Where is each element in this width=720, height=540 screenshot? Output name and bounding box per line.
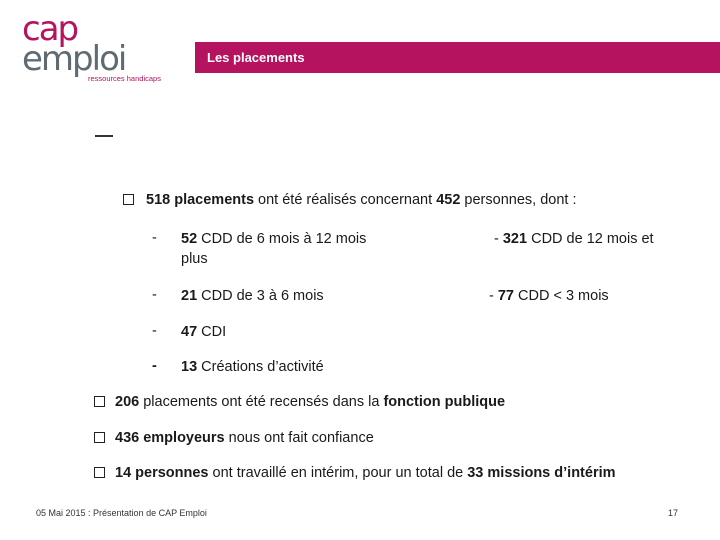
item-text: CDD de 6 mois à 12 mois [197, 231, 367, 247]
bullet-bold-1: 436 employeurs [115, 430, 225, 446]
item-text: CDD de 3 à 6 mois [197, 288, 324, 304]
item-text: CDD < 3 mois [514, 288, 609, 304]
footer-date-caption: 05 Mai 2015 : Présentation de CAP Emploi [36, 508, 207, 518]
item-count: 47 [181, 324, 198, 340]
list-dash: - [152, 358, 157, 374]
list-item-right [494, 230, 654, 248]
checkbox-bullet-icon [94, 432, 105, 443]
list-dash: - [152, 287, 157, 303]
item-count: 52 [181, 231, 198, 247]
bullet-line [115, 393, 505, 411]
page-number: 17 [668, 508, 679, 518]
bullet-text-1: placements ont été recensés dans la [139, 394, 384, 410]
bullet-line [115, 429, 374, 447]
bullet-bold-1: 206 [115, 394, 140, 410]
header-band [195, 42, 720, 73]
intro-bold-2: 452 [436, 192, 461, 208]
bullet-bold-2: 33 missions d’intérim [467, 465, 616, 481]
list-item [181, 230, 366, 248]
title-underline [95, 135, 113, 137]
list-item [181, 323, 226, 341]
item-prefix: - [494, 231, 503, 247]
item-text: Créations d’activité [197, 359, 324, 375]
checkbox-bullet-icon [94, 396, 105, 407]
intro-bold-1: 518 placements [146, 192, 255, 208]
checkbox-bullet-icon [123, 194, 134, 205]
item-prefix: - [489, 288, 498, 304]
bullet-text-1: nous ont fait confiance [224, 430, 374, 446]
intro-text-2: personnes, dont : [460, 192, 577, 208]
slide-title: Les placements [207, 50, 305, 65]
list-item [181, 287, 324, 305]
list-item [181, 358, 324, 376]
bullet-line [115, 464, 616, 482]
intro-text-1: ont été réalisés concernant [254, 192, 437, 208]
bullet-bold-2: fonction publique [383, 394, 506, 410]
item-text: CDD de 12 mois et [527, 231, 654, 247]
cap-emploi-logo [22, 9, 182, 84]
item-count: 77 [497, 288, 514, 304]
list-item-right [489, 287, 609, 305]
bullet-bold-1: 14 personnes [115, 465, 209, 481]
logo-tagline: ressources handicaps [88, 74, 161, 83]
bullet-text-1: ont travaillé en intérim, pour un total de [208, 465, 468, 481]
item-count: 321 [502, 231, 528, 247]
intro-line [146, 191, 576, 209]
list-item-continued [181, 250, 208, 268]
list-dash: - [152, 230, 157, 246]
checkbox-bullet-icon [94, 467, 105, 478]
logo-emploi-text: emploi [22, 39, 126, 79]
item-count: 13 [181, 359, 198, 375]
item-text-continued: plus [181, 251, 208, 267]
item-text: CDI [197, 324, 227, 340]
item-count: 21 [181, 288, 198, 304]
list-dash: - [152, 323, 157, 339]
logo-cap-text: cap [22, 9, 78, 49]
